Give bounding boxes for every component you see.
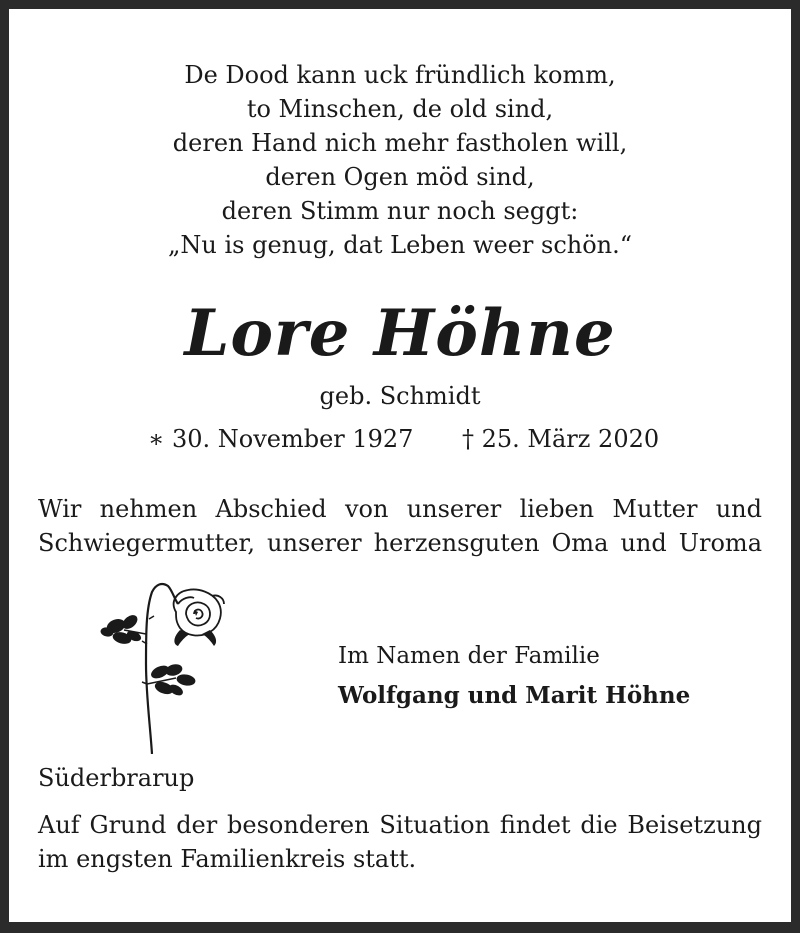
farewell-line: Wir nehmen Abschied von unserer lieben Mutter und	[38, 495, 762, 523]
death-date: † 25. März 2020	[462, 425, 660, 453]
poem-line: „Nu is genug, dat Leben weer schön.“	[167, 231, 633, 259]
poem-line: De Dood kann uck fründlich komm,	[184, 61, 616, 89]
poem	[0, 58, 800, 262]
poem-line: deren Hand nich mehr fastholen will,	[172, 129, 628, 157]
poem-line: deren Stimm nur noch seggt:	[221, 197, 579, 225]
farewell-line: Schwiegermutter, unserer herzensguten Oma und Uroma	[38, 529, 762, 557]
notice-line: im engsten Familienkreis statt.	[38, 845, 417, 873]
funeral-notice	[38, 808, 762, 876]
deceased-name: Lore Höhne	[184, 296, 616, 371]
birth-name: geb. Schmidt	[319, 382, 481, 410]
family-names: Wolfgang und Marit Höhne	[338, 682, 691, 709]
place-name: Süderbrarup	[38, 764, 195, 792]
birth-date: ∗ 30. November 1927	[148, 425, 414, 453]
poem-line: deren Ogen möd sind,	[265, 163, 535, 191]
family-intro: Im Namen der Familie	[338, 643, 600, 669]
notice-line: Auf Grund der besonderen Situation findet die Beisetzung	[38, 811, 762, 839]
family-signature	[338, 636, 690, 716]
farewell-text	[38, 492, 762, 560]
rose-icon	[94, 574, 230, 754]
poem-line: to Minschen, de old sind,	[246, 95, 554, 123]
